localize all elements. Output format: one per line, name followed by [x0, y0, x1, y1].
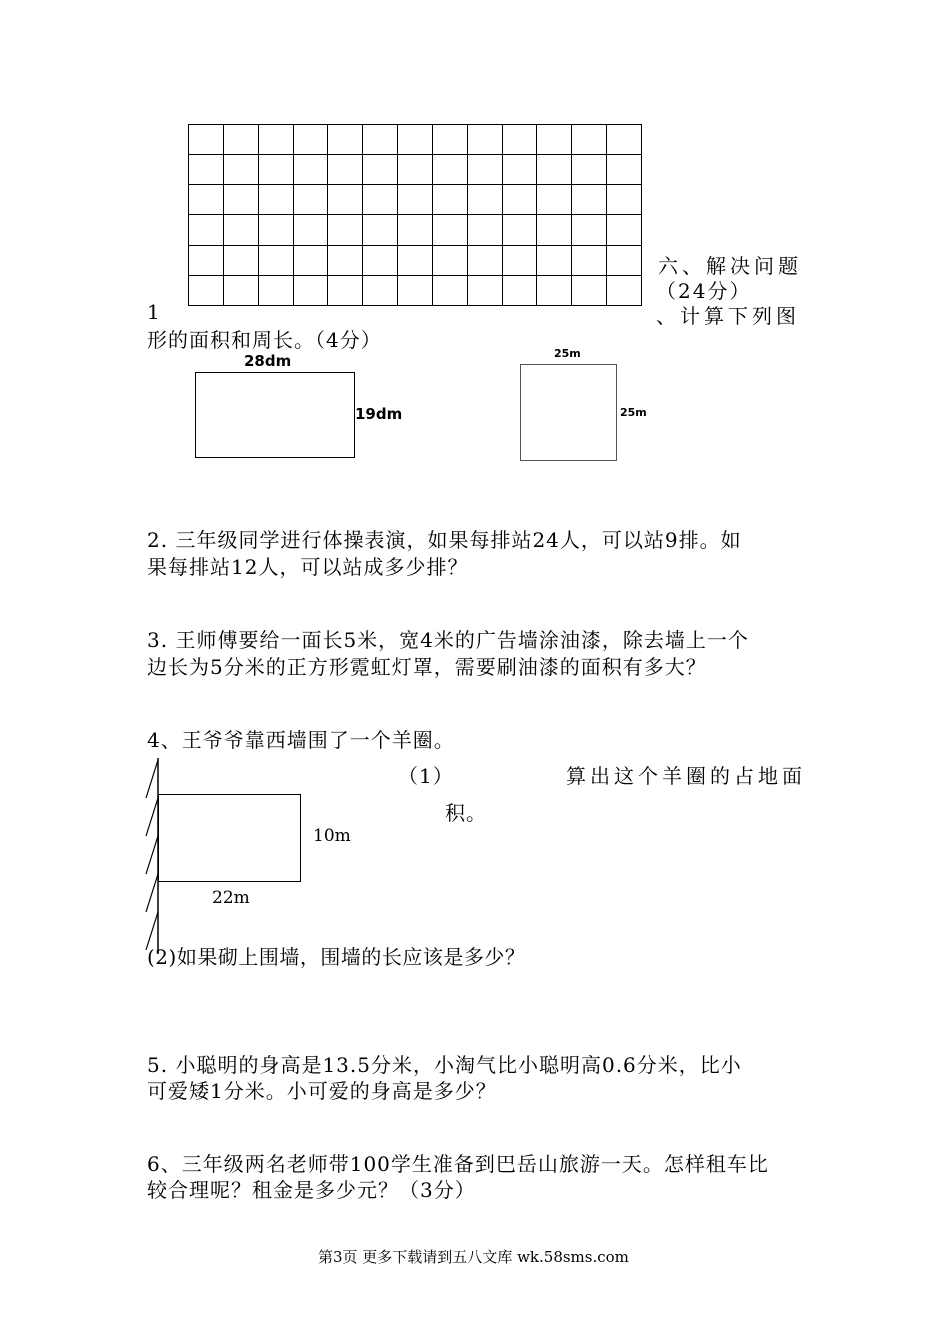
- q4-part1-text2: 积。: [445, 801, 487, 825]
- grid-cell: [328, 125, 363, 155]
- q6-line1: 6、三年级两名老师带100学生准备到巴岳山旅游一天。怎样租车比: [147, 1152, 769, 1176]
- grid-cell: [259, 276, 294, 306]
- q1-number: 1: [147, 300, 161, 324]
- grid-cell: [468, 155, 503, 185]
- grid-cell: [294, 215, 329, 245]
- grid-cell: [189, 276, 224, 306]
- grid-cell: [537, 185, 572, 215]
- grid-cell: [572, 276, 607, 306]
- grid-cell: [363, 215, 398, 245]
- grid-cell: [433, 215, 468, 245]
- grid-cell: [224, 276, 259, 306]
- grid-cell: [607, 185, 642, 215]
- q4-title: 4、王爷爷靠西墙围了一个羊圈。: [147, 728, 455, 752]
- grid-cell: [607, 125, 642, 155]
- grid-cell: [537, 155, 572, 185]
- grid-cell: [398, 155, 433, 185]
- grid-cell: [189, 125, 224, 155]
- grid-cell: [503, 155, 538, 185]
- square-grid: [188, 124, 642, 306]
- grid-cell: [503, 215, 538, 245]
- square-figure: [520, 364, 617, 461]
- grid-cell: [537, 276, 572, 306]
- grid-cell: [328, 276, 363, 306]
- grid-cell: [189, 185, 224, 215]
- grid-cell: [189, 246, 224, 276]
- q2-line1: 2. 三年级同学进行体操表演，如果每排站24人，可以站9排。如: [147, 528, 742, 552]
- grid-cell: [224, 246, 259, 276]
- grid-cell: [537, 125, 572, 155]
- grid-cell: [572, 185, 607, 215]
- grid-cell: [607, 246, 642, 276]
- grid-cell: [433, 276, 468, 306]
- section-points: （24分）: [656, 279, 752, 303]
- grid-cell: [433, 246, 468, 276]
- grid-cell: [572, 215, 607, 245]
- q5-line2: 可爱矮1分米。小可爱的身高是多少？: [147, 1079, 497, 1103]
- grid-cell: [259, 185, 294, 215]
- q4-part1-num: （1）: [398, 764, 454, 788]
- grid-cell: [572, 246, 607, 276]
- square-top-label: 25m: [554, 347, 581, 360]
- grid-cell: [607, 155, 642, 185]
- grid-cell: [363, 276, 398, 306]
- grid-cell: [363, 185, 398, 215]
- pen-width-label: 22m: [212, 888, 250, 908]
- grid-cell: [224, 155, 259, 185]
- q3-line2: 边长为5分米的正方形霓虹灯罩，需要刷油漆的面积有多大？: [147, 655, 707, 679]
- q4-part2: (2)如果砌上围墙，围墙的长应该是多少？: [147, 945, 526, 969]
- grid-cell: [607, 276, 642, 306]
- grid-cell: [363, 125, 398, 155]
- grid-cell: [503, 276, 538, 306]
- square-side-label: 25m: [620, 406, 647, 419]
- q5-line1: 5. 小聪明的身高是13.5分米，小淘气比小聪明高0.6分米，比小: [147, 1053, 742, 1077]
- grid-cell: [503, 246, 538, 276]
- grid-cell: [328, 185, 363, 215]
- grid-cell: [259, 246, 294, 276]
- grid-cell: [189, 215, 224, 245]
- grid-cell: [328, 215, 363, 245]
- q3-line1: 3. 王师傅要给一面长5米，宽4米的广告墙涂油漆，除去墙上一个: [147, 628, 749, 652]
- grid-cell: [572, 155, 607, 185]
- grid-cell: [537, 215, 572, 245]
- grid-cell: [224, 125, 259, 155]
- grid-cell: [398, 125, 433, 155]
- grid-cell: [433, 185, 468, 215]
- grid-cell: [433, 155, 468, 185]
- q2-line2: 果每排站12人，可以站成多少排？: [147, 555, 469, 579]
- grid-cell: [537, 246, 572, 276]
- grid-cell: [294, 246, 329, 276]
- grid-cell: [468, 276, 503, 306]
- grid-cell: [433, 125, 468, 155]
- grid-cell: [468, 185, 503, 215]
- grid-cell: [224, 185, 259, 215]
- sheep-pen-figure: [158, 794, 301, 882]
- page-footer: 第3页 更多下载请到五八文库 wk.58sms.com: [318, 1248, 629, 1266]
- grid-cell: [398, 215, 433, 245]
- grid-cell: [363, 155, 398, 185]
- grid-cell: [259, 215, 294, 245]
- grid-cell: [572, 125, 607, 155]
- grid-cell: [607, 215, 642, 245]
- grid-cell: [328, 246, 363, 276]
- grid-cell: [503, 185, 538, 215]
- grid-cell: [224, 215, 259, 245]
- grid-cell: [503, 125, 538, 155]
- grid-cell: [328, 155, 363, 185]
- q1-text-right: 、计算下列图: [656, 304, 800, 328]
- grid-cell: [363, 246, 398, 276]
- section-title: 六、解决问题: [658, 254, 802, 278]
- grid-cell: [398, 246, 433, 276]
- rectangle-figure: [195, 372, 355, 458]
- grid-cell: [259, 155, 294, 185]
- grid-cell: [294, 155, 329, 185]
- rect-height-label: 19dm: [355, 405, 403, 423]
- grid-cell: [398, 276, 433, 306]
- q4-part1-text: 算出这个羊圈的占地面: [566, 764, 806, 788]
- grid-cell: [189, 155, 224, 185]
- grid-cell: [398, 185, 433, 215]
- pen-height-label: 10m: [313, 826, 351, 846]
- grid-cell: [259, 125, 294, 155]
- grid-cell: [294, 185, 329, 215]
- q1-text-line2: 形的面积和周长。（4分）: [147, 328, 382, 352]
- grid-cell: [468, 215, 503, 245]
- grid-cell: [468, 246, 503, 276]
- grid-cell: [294, 276, 329, 306]
- q6-line2: 较合理呢？租金是多少元？（3分）: [147, 1178, 476, 1202]
- grid-cell: [468, 125, 503, 155]
- grid-cell: [294, 125, 329, 155]
- rect-width-label: 28dm: [244, 352, 292, 370]
